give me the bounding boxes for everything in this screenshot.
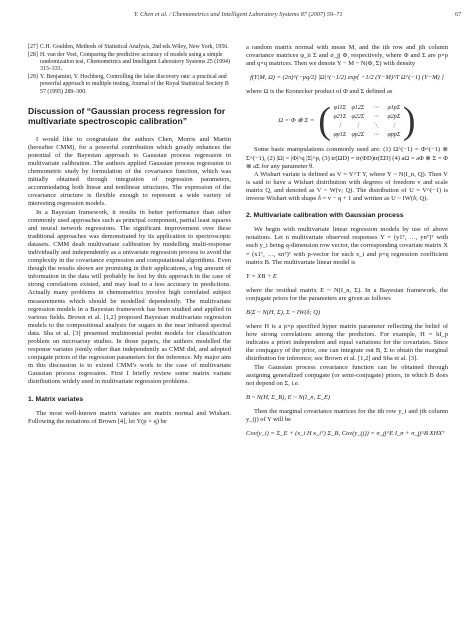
matrix-cell: ⋮ [354,122,361,129]
reference-text: Y. Benjamini, Y. Hochberg, Controlling the false discovery rate: a practical and powerful approach to multiple testing, Journal of the Royal Statistical Society B 57 (1995) 289–300. [40,74,229,95]
paragraph: where the residual matrix E ~ N(I_n, Σ). In a Bayesian framework, the conjugate priors for the parameters are given as follows [246,286,448,302]
matrix-cell: φ11Σ [333,104,347,111]
linear-model-equation: Y = XB + E [246,272,277,280]
reference-item [28,52,231,73]
paragraph: The Gaussian process covariance function can be obtained through assigning generalized conjugate (or semi-conjugate) priors, in which B does not depend on Σ, i.e. [246,363,448,387]
reference-number: [29] [28,74,38,81]
paragraph: I would like to congratulate the authors Chen, Morris and Martin (hereafter CMM), for a powerful contribution which greatly enhances the potential of the Bayesian approach to Gaussian process regression in multivariate calibration. The authors applied Gaussian process regression to chemometric study by formulation of the covariance function, which was initially obtained through integration of regression parameters, accommodating both linear and nonlinear structures. The expression of the covariance structure is flexible enough to represent a wide variety of interesting regression models. [28,135,231,208]
paragraph: The most well-known matrix variates are matrix normal and Wishart. Following the notations of Brown [4], let Y(p × q) be [28,409,231,425]
paragraph: A Wishart variate is defined as V = Y^T Y, where Y ~ N(I_n, Q). Then V is said to have a Wishart distribution with degrees of freedom v and scale matrix Q, and denoted as V ~ W(v; Q). The distribution of U = V^(−1) is inverse Wishart with shape δ = v − q + 1 and written as U ~ IW(δ; Q). [246,170,448,203]
semi-conjugate-prior-equation: B ~ N(H, Σ_B), E ~ N(I_n, Σ_E) [246,393,331,401]
matrix-cell: φ1pΣ [387,104,401,111]
paragraph: Some basic manipulations commonly used are: (1) Ω^(−1) = Φ^(−1) ⊗ Σ^(−1), (2) |Ω| = |Φ|^q |Σ|^p, (3) tr(ΩD) = tr(ΦD)tr(ΣD) (4) aΩ = aΦ ⊗ Σ = Φ ⊗ aΣ for any parameter θ. [246,146,448,170]
reference-text: C.H. Goulden, Methods of Statistical Analysis, 2nd eds.Wiley, New York, 1956. [40,44,229,50]
matrix-cell: ⋱ [372,122,379,129]
matrix-cell: ⋮ [336,122,343,129]
matrix-cell: φ2pΣ [387,113,401,120]
reference-item [28,74,231,95]
matrix-cell: ⋯ [372,132,379,139]
matrix-cell: φp2Σ [351,132,365,139]
matrix-cell: ⋮ [390,122,397,129]
reference-list [28,44,231,96]
covariance-equation: Cov(y_i) = Σ_E + (x_i H x_iᵀ) Σ_B, Cov(y_(j)) = σ_jj^E I_n + σ_jj^B XHXᵀ [246,430,445,438]
matrix-grid [331,104,403,139]
paragraph: where Ω is the Kronecker product of Φ and Σ defined as [246,88,393,96]
omega-lhs: Ω = Φ ⊗ Σ = [278,117,315,125]
reference-item [28,44,231,51]
reference-number: [27] [28,44,38,50]
matrix-cell: φ12Σ [351,104,365,111]
paragraph: Then the marginal covariance matrices for the ith row y_i and jth column y_(j) of Y will be [246,407,448,423]
journal-line: Y. Chen et al. / Chemometrics and Intelligent Laboratory Systems 87 (2007) 59–71 [134,11,343,18]
discussion-title: Discussion of “Gaussian process regression for multivariate spectroscopic calibration” [28,105,226,126]
matrix-cell: φppΣ [387,132,401,139]
matrix-cell: ⋯ [372,113,379,120]
matrix-cell: ⋯ [372,104,379,111]
matrix-cell: φ22Σ [351,113,365,120]
matrix-cell: φ21Σ [333,113,347,120]
running-header [0,9,474,23]
left-bracket: ( [318,100,331,143]
left-column [28,44,231,426]
reference-text: H. van der Voet, Comparing the predictive accuracy of models using a simple randomization test, Chemometrics and Intelligent Laboratory Systems 25 (1994) 313–333. [40,52,230,73]
prior-equation: B|Σ ~ N(H, Σ), Σ ~ IW(δ; Q) [246,308,321,316]
right-bracket: ) [402,100,416,143]
section-heading: 1. Matrix variates [28,395,84,403]
density-equation: f(Y|M, Ω) = (2π)^(−pq/2) |Ω|^(−1/2) exp{ −1/2 (Y−M)^T Ω^(−1) (Y−M) } [250,74,444,82]
kronecker-matrix [246,100,448,143]
section-heading: 2. Multivariate calibration with Gaussian process [246,212,404,220]
paragraph: We begin with multivariate linear regression models by use of above notations. Let n multivariate observed responses Y = (y1ᵀ, …, ynᵀ)ᵀ with each y_i being q-dimension row vector, the corresponding covariate matrix X = (x1ᵀ, …, xnᵀ)ᵀ with p-vector for each x_i and p×q regression coefficient matrix B. The multivariate linear model is [246,226,448,266]
paragraph: where H is a p×p specified hyper matrix parameter reflecting the belief of how strong correlations among the predictors. For example, H = hI_p indicates a priori independent and equal variations for the covariates. Since the conjugacy of the prior, one can integrate out B, Σ to obtain the marginal distribution for inference; see Brown et al. [1,2] and Sha et al. [3]. [246,323,448,363]
matrix-cell: φp1Σ [333,132,347,139]
page-number: 67 [455,11,462,18]
reference-number: [28] [28,52,38,59]
right-column [246,44,448,444]
paragraph: In a Bayesian framework, it results in better performance than other commonly used approaches such as principal component, partial least squares and neural network regressions. The significant improvement over these traditional approaches was demonstrated by its application to spectroscopic datasets. CMM dealt multivariate calibration by modelling multi-response individually and independently as a univariate regression process to avoid the complexity in the covariance expression and computational algorithms. Even though the results shown are promising in their applications, a big amount of information in the data will probably be lost by this approach in the case of strong correlations existed, and may lead to a less accuracy in predictions. Actually many problems in chemometrics involve high correlated subject measurements which should be modelled dependently. The multivariate regression models in a Bayesian framework has been studied and applied in various fields. Brown et al. [1,2] proposed Bayesian multivariate regression models to the compositional analysis for sugars in the near infrared spectral data. Sha et al. [3] presented multinomial probit models for classification problem on microarray studies. In those papers, the authors modelled the response variates jointly other than independently as CMM did, and adopted conjugate priors of the regression parameters for the inference. My major aim in this discussion is to extend CMM’s work to the case of multivariate Gaussian process regression. First I briefly review some matrix variate distributions widely used in multivariate regression problems. [28,208,231,386]
paragraph: a random matrix normal with mean M, and the ith row and jth column covariance matrices φ_ii Σ and σ_jj Φ, respectively, where Φ and Σ are p×p and q×q matrices. Then we denote Y − M ~ N(Φ, Σ) with density [246,44,448,68]
